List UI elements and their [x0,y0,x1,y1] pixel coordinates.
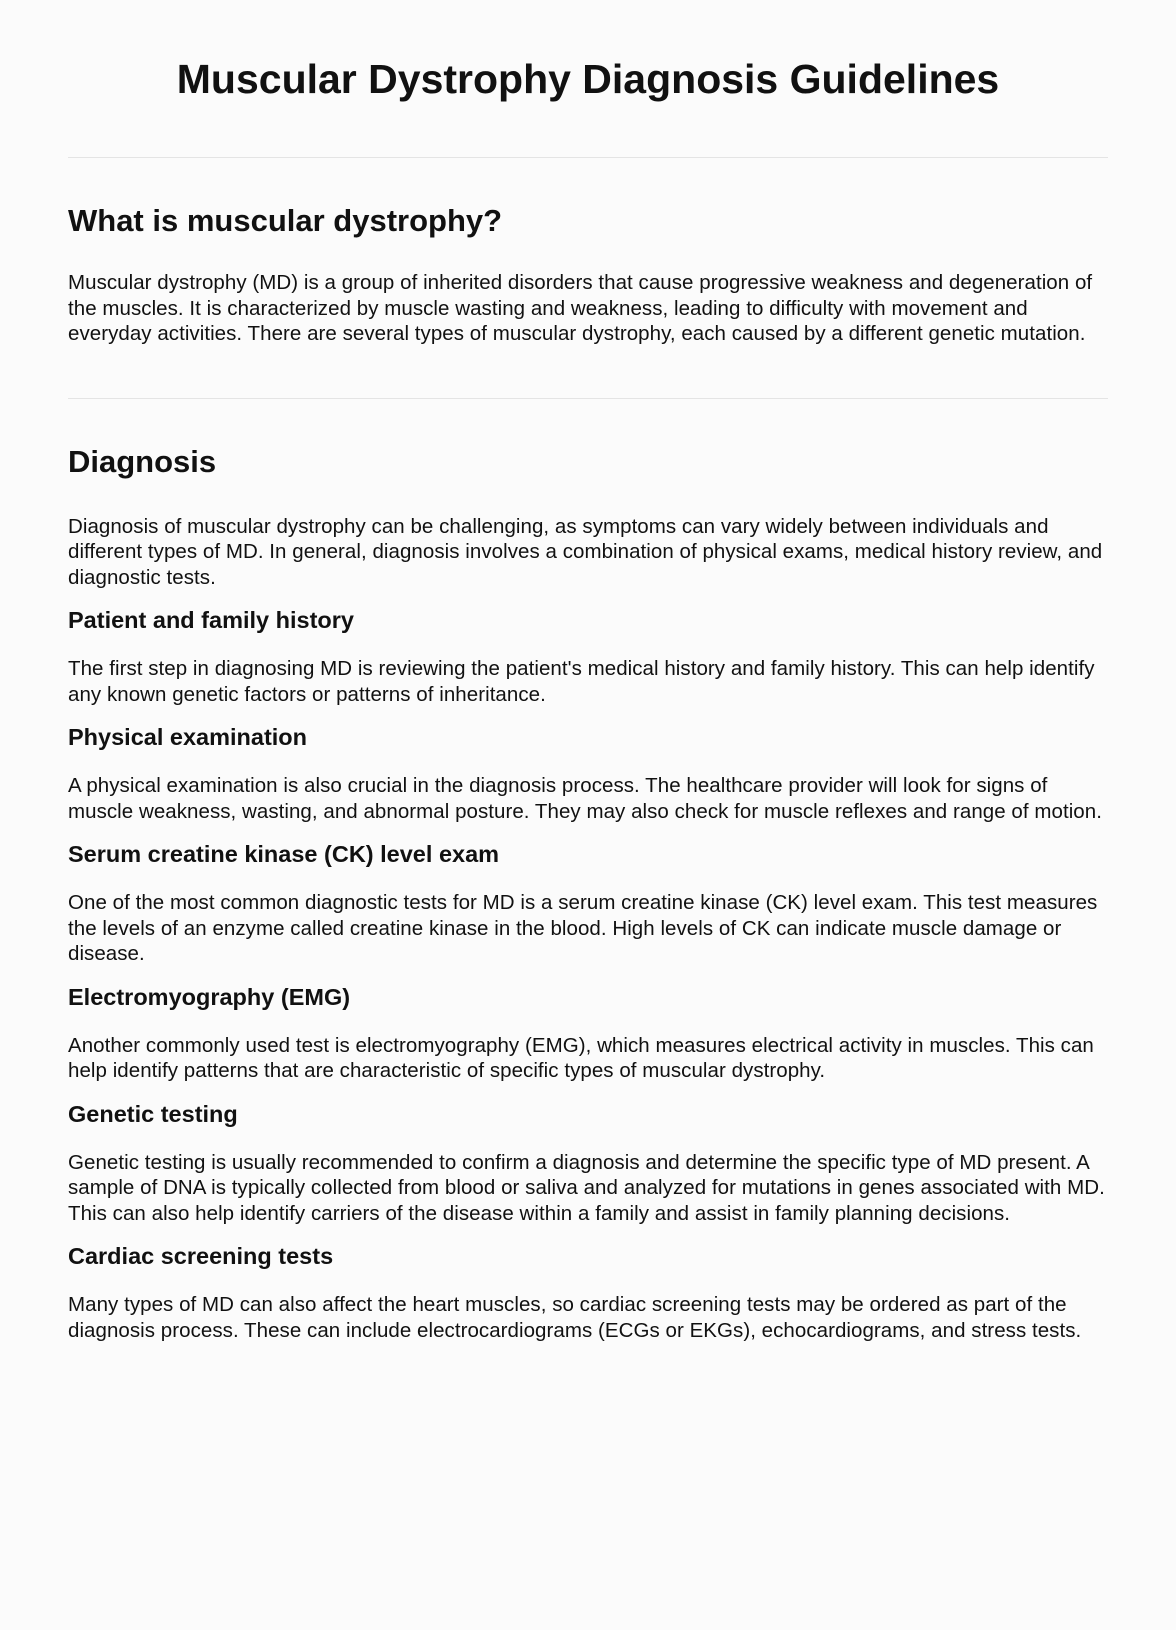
subsection-paragraph: A physical examination is also crucial in the diagnosis process. The healthcare provider will look for signs of muscle weakness, wasting, and abnormal posture. They may also check for muscle reflexes and range of motion. [68,774,1102,823]
diagnosis-paragraph: Diagnosis of muscular dystrophy can be challenging, as symptoms can vary widely between individuals and different types of MD. In general, diagnosis involves a combination of physical exams, medical history review, and diagnostic tests. [68,514,1103,589]
subsection-heading: Electromyography (EMG) [68,983,351,1010]
subsection-physical-examination [68,722,1108,824]
subsection-heading: Physical examination [68,724,308,750]
subsection-electromyography [68,982,1108,1084]
subsection-genetic-testing [68,1099,1108,1227]
subsection-paragraph: Genetic testing is usually recommended to confirm a diagnosis and determine the specific type of MD present. A sample of DNA is typically collected from blood or saliva and analyzed for mutations in genes associated with MD. This can also help identify carriers of the disease within a family and assist in family planning decisions. [68,1150,1105,1225]
subsection-heading: Genetic testing [68,1100,238,1127]
subsection-patient-history [68,605,1108,707]
subsection-heading: Cardiac screening tests [68,1243,334,1269]
subsection-paragraph: The first step in diagnosing MD is reviewing the patient's medical history and family history. This can help identify any known genetic factors or patterns of inheritance. [68,657,1095,706]
subsection-cardiac-screening [68,1241,1108,1343]
subsection-ck-level-exam [68,839,1108,967]
subsection-paragraph: One of the most common diagnostic tests for MD is a serum creatine kinase (CK) level exam. This test measures the levels of an enzyme called creatine kinase in the blood. High levels of CK can indicate muscle damage or disease. [68,891,1098,965]
diagnosis-section [68,443,1108,1344]
subsection-heading: Serum creatine kinase (CK) level exam [68,841,500,867]
diagnosis-heading: Diagnosis [68,443,217,479]
title-divider [68,157,1108,158]
intro-paragraph: Muscular dystrophy (MD) is a group of inherited disorders that cause progressive weakness and degeneration of the muscles. It is characterized by muscle wasting and weakness, leading to difficulty with movement and everyday activities. There are several types of muscular dystrophy, each caused by a different genetic mutation. [68,271,1093,345]
subsection-heading: Patient and family history [68,607,354,633]
intro-heading: What is muscular dystrophy? [68,203,503,238]
document-title: Muscular Dystrophy Diagnosis Guidelines [176,56,1000,102]
section-divider [68,398,1108,399]
intro-section [68,202,1108,347]
subsection-paragraph: Many types of MD can also affect the heart muscles, so cardiac screening tests may be ordered as part of the diagnosis process. These can include electrocardiograms (ECGs or EKGs), echocardiograms, and stress tests. [68,1293,1082,1342]
subsection-paragraph: Another commonly used test is electromyography (EMG), which measures electrical activity in muscles. This can help identify patterns that are characteristic of specific types of muscular dystrophy. [68,1033,1094,1082]
